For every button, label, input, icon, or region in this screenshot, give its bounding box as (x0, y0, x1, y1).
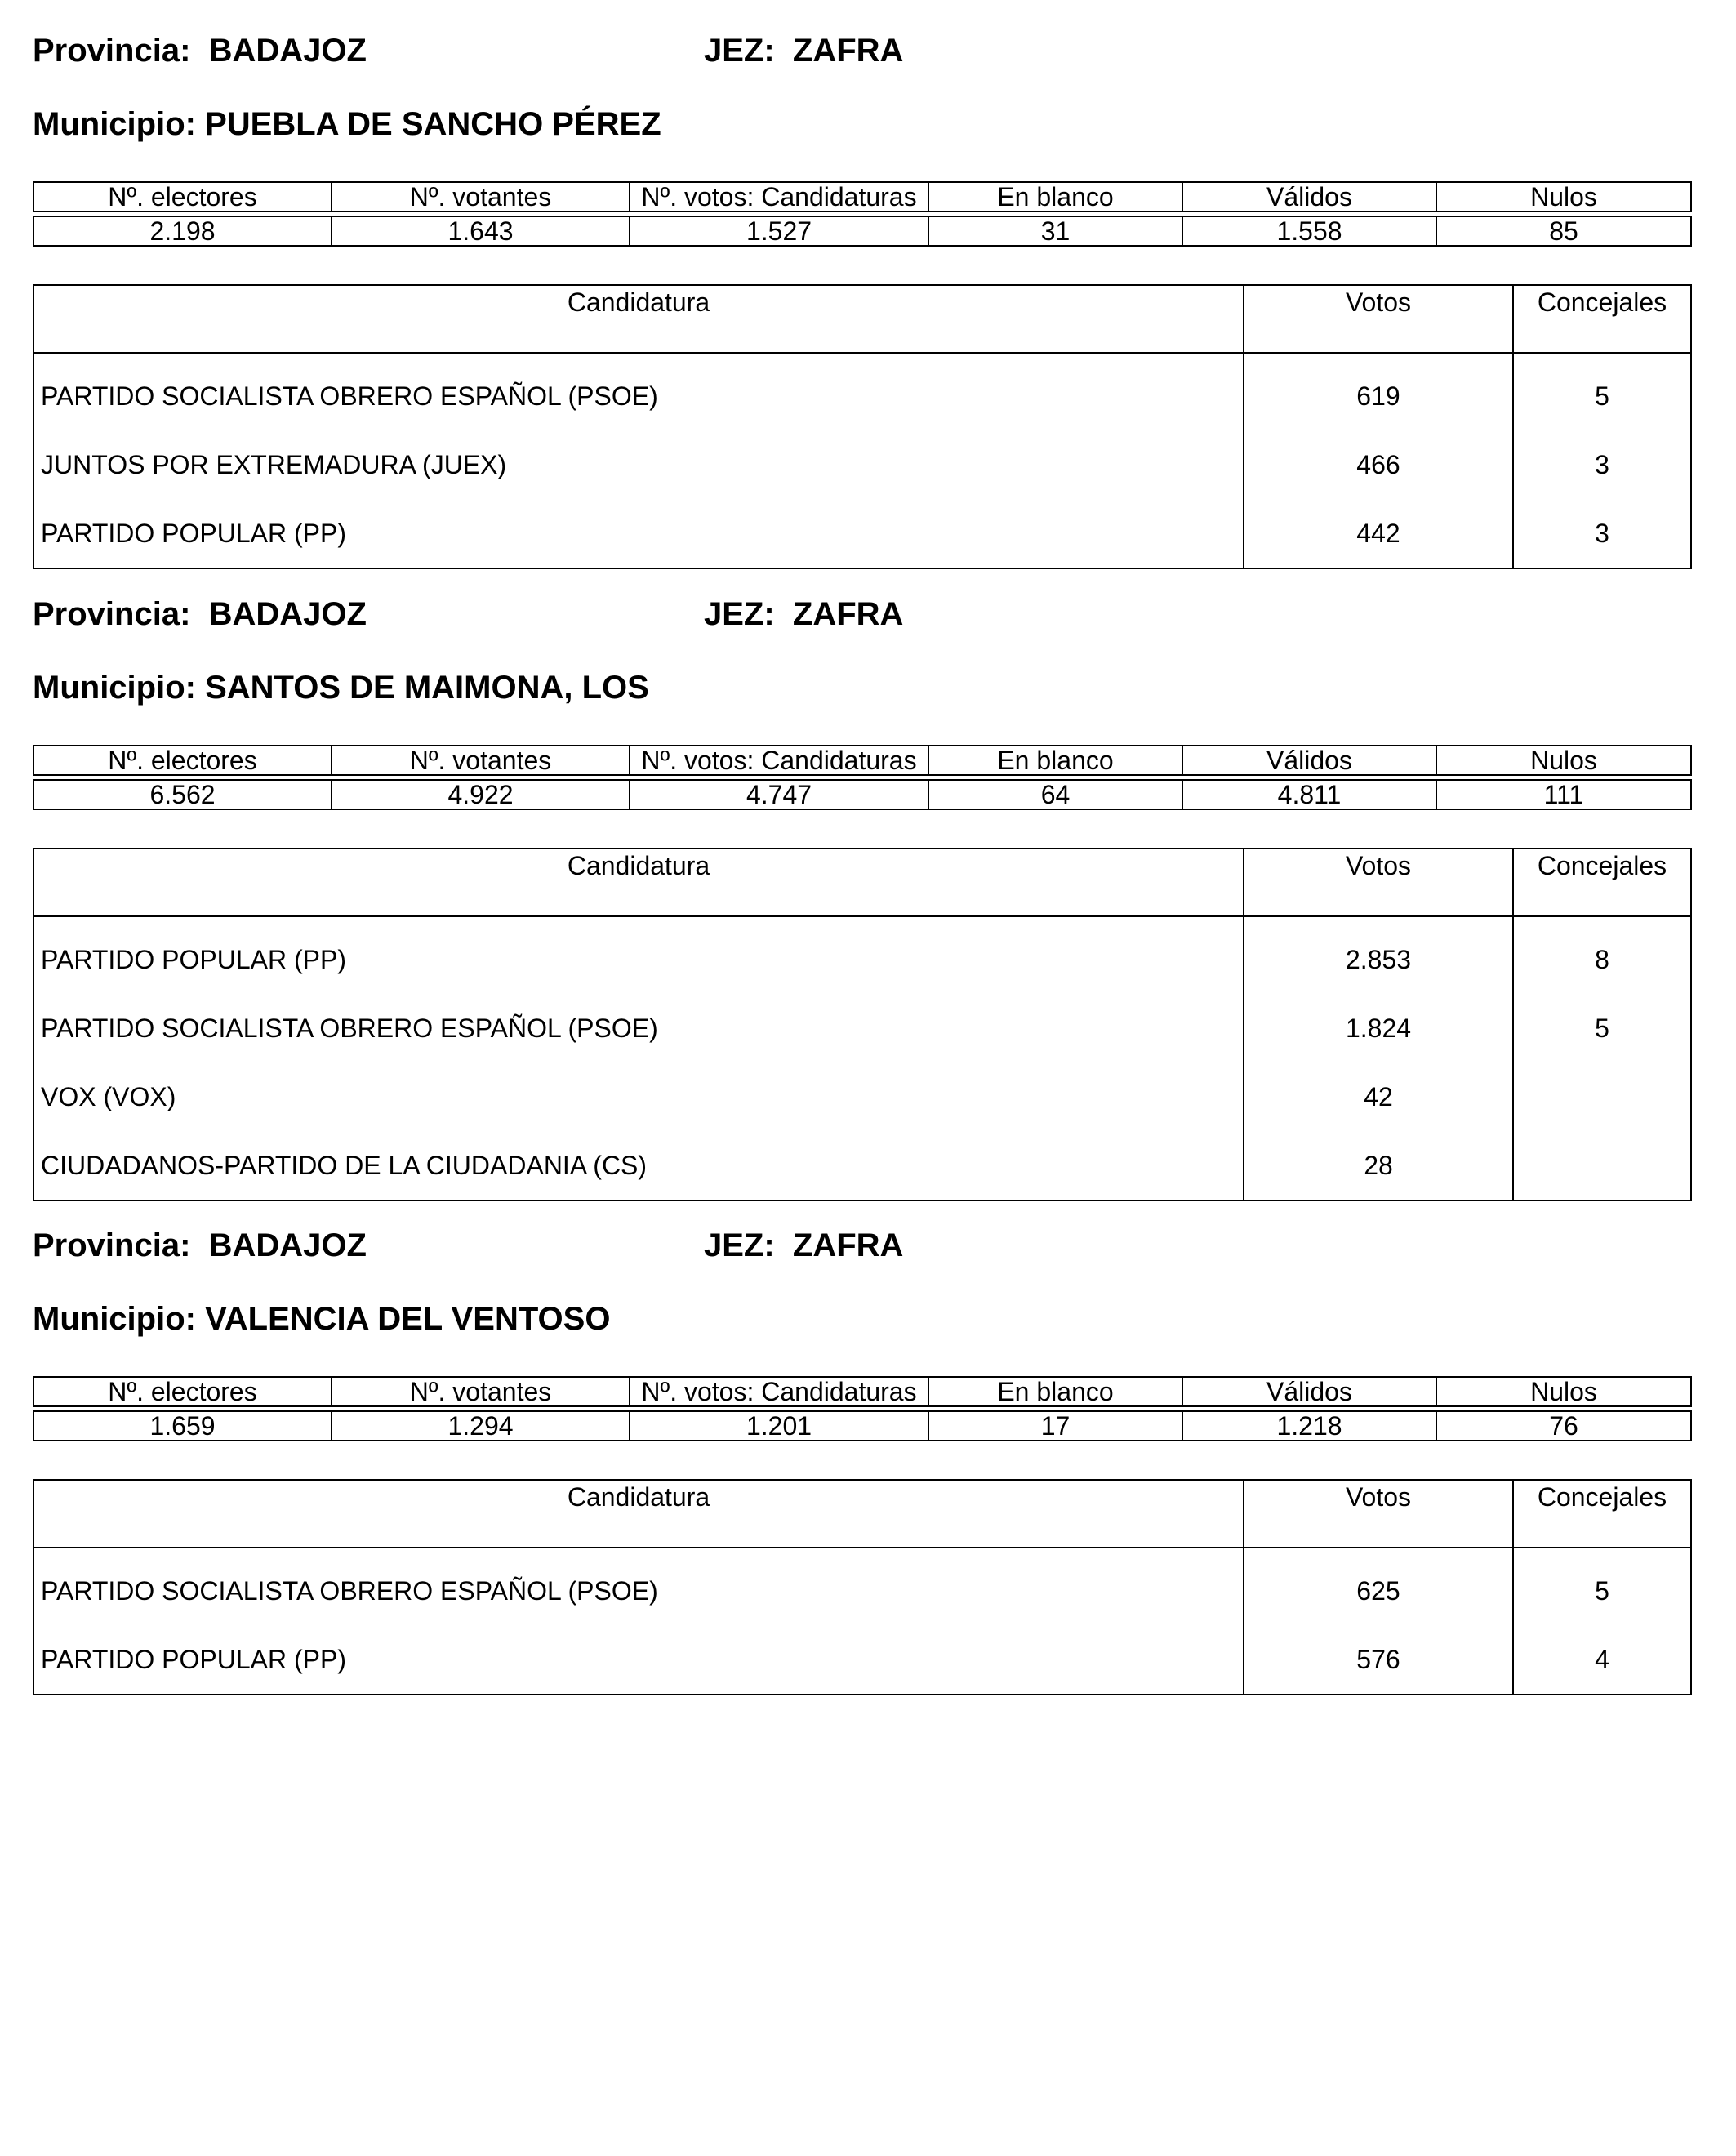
stats-value-cell: 2.198 (33, 216, 332, 246)
jez-label: JEZ: ZAFRA (704, 1227, 904, 1263)
candidate-votes: 576 (1244, 1625, 1513, 1695)
candidate-name: PARTIDO SOCIALISTA OBRERO ESPAÑOL (PSOE) (33, 353, 1244, 430)
candidate-seats: 5 (1513, 353, 1691, 430)
stats-value-cell: 1.643 (332, 216, 630, 246)
concejales-header: Concejales (1513, 1480, 1691, 1548)
stats-value-cell: 111 (1436, 780, 1691, 809)
stats-header-cell: Nº. votantes (332, 1377, 630, 1406)
candidate-seats (1513, 1131, 1691, 1200)
stats-value-cell: 1.659 (33, 1411, 332, 1441)
candidate-name: CIUDADANOS-PARTIDO DE LA CIUDADANIA (CS) (33, 1131, 1244, 1200)
provincia-label: Provincia: BADAJOZ (33, 596, 367, 632)
candidate-votes: 2.853 (1244, 916, 1513, 994)
candidatura-header: Candidatura (33, 1480, 1244, 1548)
candidate-seats (1513, 1062, 1691, 1131)
municipality-section (33, 1229, 1690, 1695)
stats-value-cell: 1.201 (630, 1411, 928, 1441)
jez-label: JEZ: ZAFRA (704, 596, 904, 632)
candidate-votes: 625 (1244, 1548, 1513, 1625)
candidate-seats: 8 (1513, 916, 1691, 994)
stats-table (33, 1376, 1692, 1441)
candidatura-header: Candidatura (33, 285, 1244, 353)
votos-header: Votos (1244, 285, 1513, 353)
stats-header-cell: Válidos (1182, 182, 1436, 212)
table-row (33, 916, 1691, 994)
provincia-label: Provincia: BADAJOZ (33, 1227, 367, 1263)
stats-header-cell: Nulos (1436, 182, 1691, 212)
candidate-name: VOX (VOX) (33, 1062, 1244, 1131)
table-row (33, 1548, 1691, 1625)
stats-header-cell: Nº. electores (33, 746, 332, 775)
stats-header-row (33, 182, 1691, 212)
stats-value-cell: 85 (1436, 216, 1691, 246)
candidate-name: PARTIDO POPULAR (PP) (33, 1625, 1244, 1695)
stats-header-cell: Nº. votos: Candidaturas (630, 746, 928, 775)
table-row (33, 499, 1691, 568)
municipio-title: Municipio: SANTOS DE MAIMONA, LOS (33, 670, 649, 706)
table-row (33, 353, 1691, 430)
votos-header: Votos (1244, 849, 1513, 916)
municipio-title: Municipio: VALENCIA DEL VENTOSO (33, 1301, 611, 1337)
stats-value-cell: 6.562 (33, 780, 332, 809)
stats-header-cell: En blanco (928, 182, 1182, 212)
stats-value-cell: 1.294 (332, 1411, 630, 1441)
municipio-title: Municipio: PUEBLA DE SANCHO PÉREZ (33, 106, 661, 142)
concejales-header: Concejales (1513, 285, 1691, 353)
table-row (33, 1062, 1691, 1131)
candidate-name: JUNTOS POR EXTREMADURA (JUEX) (33, 430, 1244, 499)
concejales-header: Concejales (1513, 849, 1691, 916)
table-row (33, 1131, 1691, 1200)
stats-value-row (33, 1411, 1691, 1441)
stats-header-cell: Nº. electores (33, 1377, 332, 1406)
candidate-name: PARTIDO SOCIALISTA OBRERO ESPAÑOL (PSOE) (33, 994, 1244, 1062)
candidates-table (33, 284, 1692, 569)
stats-value-cell: 17 (928, 1411, 1182, 1441)
table-row (33, 1625, 1691, 1695)
candidates-header-row (33, 285, 1691, 353)
candidate-seats: 3 (1513, 430, 1691, 499)
votos-header: Votos (1244, 1480, 1513, 1548)
stats-value-cell: 4.747 (630, 780, 928, 809)
candidatura-header: Candidatura (33, 849, 1244, 916)
stats-value-cell: 4.811 (1182, 780, 1436, 809)
stats-value-cell: 76 (1436, 1411, 1691, 1441)
stats-table (33, 745, 1692, 810)
stats-header-cell: Nº. electores (33, 182, 332, 212)
candidate-votes: 466 (1244, 430, 1513, 499)
municipality-section (33, 598, 1690, 1201)
stats-header-cell: En blanco (928, 746, 1182, 775)
stats-header-row (33, 1377, 1691, 1406)
jez-label: JEZ: ZAFRA (704, 33, 904, 69)
candidate-seats: 5 (1513, 994, 1691, 1062)
stats-value-cell: 1.558 (1182, 216, 1436, 246)
stats-header-cell: Válidos (1182, 746, 1436, 775)
stats-value-cell: 4.922 (332, 780, 630, 809)
municipality-section (33, 34, 1690, 569)
candidate-seats: 5 (1513, 1548, 1691, 1625)
stats-value-row (33, 216, 1691, 246)
candidate-votes: 42 (1244, 1062, 1513, 1131)
candidate-name: PARTIDO SOCIALISTA OBRERO ESPAÑOL (PSOE) (33, 1548, 1244, 1625)
stats-header-cell: Nº. votantes (332, 746, 630, 775)
stats-header-cell: Nº. votantes (332, 182, 630, 212)
table-row (33, 430, 1691, 499)
candidates-table (33, 1479, 1692, 1695)
candidate-seats: 4 (1513, 1625, 1691, 1695)
candidate-votes: 619 (1244, 353, 1513, 430)
candidate-name: PARTIDO POPULAR (PP) (33, 916, 1244, 994)
section-header (33, 34, 1690, 108)
candidate-votes: 28 (1244, 1131, 1513, 1200)
stats-value-cell: 64 (928, 780, 1182, 809)
candidate-votes: 442 (1244, 499, 1513, 568)
stats-header-cell: Nulos (1436, 746, 1691, 775)
stats-header-cell: Nulos (1436, 1377, 1691, 1406)
table-row (33, 994, 1691, 1062)
candidate-votes: 1.824 (1244, 994, 1513, 1062)
stats-value-cell: 1.527 (630, 216, 928, 246)
stats-header-cell: En blanco (928, 1377, 1182, 1406)
stats-header-cell: Nº. votos: Candidaturas (630, 182, 928, 212)
candidate-name: PARTIDO POPULAR (PP) (33, 499, 1244, 568)
candidates-table (33, 848, 1692, 1201)
stats-table (33, 181, 1692, 247)
stats-header-cell: Válidos (1182, 1377, 1436, 1406)
stats-value-cell: 31 (928, 216, 1182, 246)
stats-value-cell: 1.218 (1182, 1411, 1436, 1441)
provincia-label: Provincia: BADAJOZ (33, 33, 367, 69)
section-header (33, 1229, 1690, 1303)
stats-header-cell: Nº. votos: Candidaturas (630, 1377, 928, 1406)
section-header (33, 598, 1690, 671)
stats-value-row (33, 780, 1691, 809)
candidates-header-row (33, 1480, 1691, 1548)
candidates-header-row (33, 849, 1691, 916)
candidate-seats: 3 (1513, 499, 1691, 568)
stats-header-row (33, 746, 1691, 775)
